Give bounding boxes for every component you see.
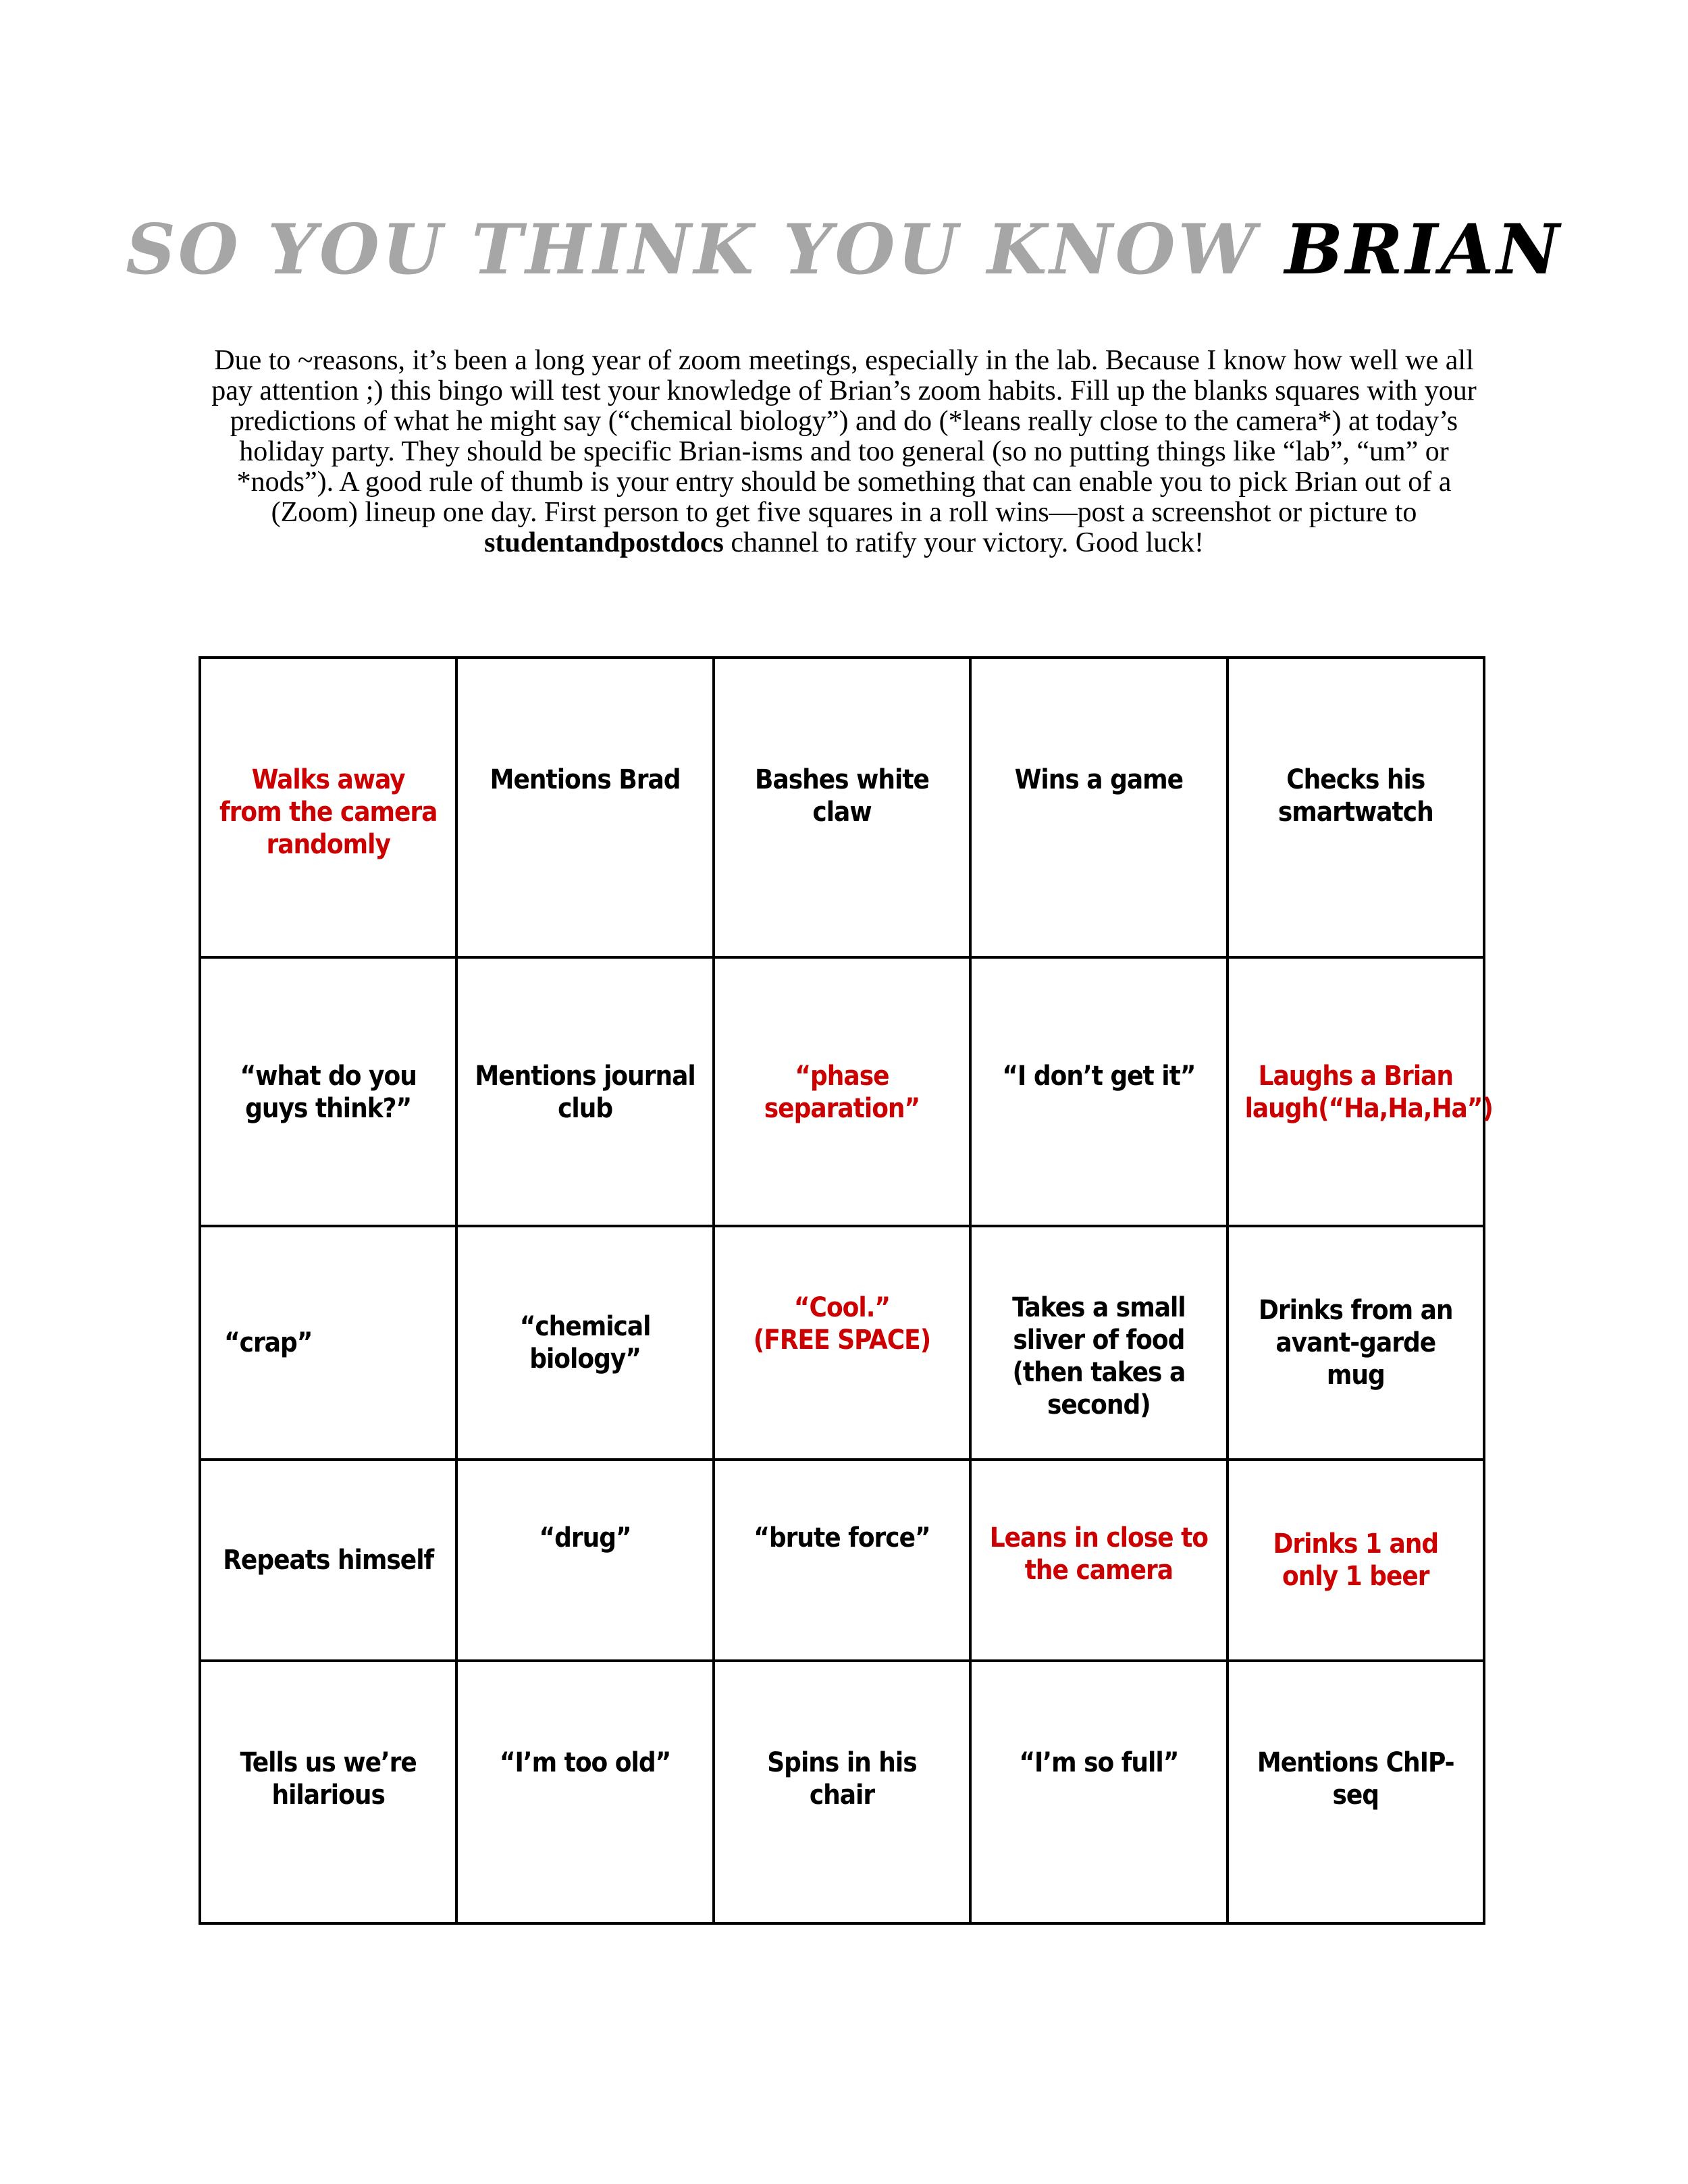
bingo-cell-r3c1[interactable]: “crap” xyxy=(200,1226,456,1460)
bingo-row-4 xyxy=(200,1460,1484,1661)
bingo-cell-r4c2[interactable]: “drug” xyxy=(456,1460,713,1661)
title-prefix: SO YOU THINK YOU KNOW xyxy=(126,209,1259,290)
bingo-cell-r2c3[interactable]: “phase separation” xyxy=(714,957,970,1226)
bingo-cell-r1c2[interactable]: Mentions Brad xyxy=(456,658,713,957)
bingo-cell-r3c3[interactable]: “Cool.” (FREE SPACE) xyxy=(714,1226,970,1460)
bingo-board xyxy=(199,656,1493,1925)
bingo-row-2 xyxy=(200,957,1484,1226)
title-name: BRIAN xyxy=(1284,209,1562,290)
bingo-cell-r4c1[interactable]: Repeats himself xyxy=(200,1460,456,1661)
intro-text-end: channel to ratify your victory. Good luck! xyxy=(731,527,1204,558)
bingo-row-1 xyxy=(200,658,1484,957)
bingo-cell-r2c5[interactable]: Laughs a Brian laugh(“Ha,Ha,Ha”) xyxy=(1228,957,1484,1226)
bingo-cell-r4c4[interactable]: Leans in close to the camera xyxy=(970,1460,1227,1661)
bingo-row-5 xyxy=(200,1661,1484,1923)
bingo-row-3 xyxy=(200,1226,1484,1460)
intro-text: Due to ~reasons, it’s been a long year of zoom meetings, especially in the lab. Because I know how well we all pay attention ;) this bingo will test your knowledge of Brian’s zoom habits. Fill up the blanks squares with your predictions of what he might say (“chemical biology”) and do (*leans really close to the camera*) at today’s holiday party. They should be specific Brian-isms and too general (so no putting things like “lab”, “um” or *nods”). A good rule of thumb is your entry should be something that can enable you to pick Brian out of a (Zoom) lineup one day. First person to get five squares in a roll wins—post a screenshot or picture to xyxy=(211,345,1477,528)
bingo-cell-r4c5[interactable]: Drinks 1 and only 1 beer xyxy=(1228,1460,1484,1661)
bingo-cell-r3c4[interactable]: Takes a small sliver of food (then takes a second) xyxy=(970,1226,1227,1460)
bingo-cell-r1c4[interactable]: Wins a game xyxy=(970,658,1227,957)
channel-name: studentandpostdocs xyxy=(484,527,724,558)
bingo-cell-r5c3[interactable]: Spins in his chair xyxy=(714,1661,970,1923)
bingo-cell-r1c5[interactable]: Checks his smartwatch xyxy=(1228,658,1484,957)
page-title xyxy=(0,203,1688,297)
bingo-cell-r5c5[interactable]: Mentions ChIP-seq xyxy=(1228,1661,1484,1923)
bingo-cell-r1c3[interactable]: Bashes white claw xyxy=(714,658,970,957)
bingo-cell-r5c2[interactable]: “I’m too old” xyxy=(456,1661,713,1923)
bingo-cell-r5c1[interactable]: Tells us we’re hilarious xyxy=(200,1661,456,1923)
bingo-cell-r5c4[interactable]: “I’m so full” xyxy=(970,1661,1227,1923)
bingo-cell-r3c2[interactable]: “chemical biology” xyxy=(456,1226,713,1460)
bingo-cell-r2c4[interactable]: “I don’t get it” xyxy=(970,957,1227,1226)
intro-paragraph xyxy=(196,346,1492,558)
bingo-cell-r2c2[interactable]: Mentions journal club xyxy=(456,957,713,1226)
bingo-cell-r1c1[interactable]: Walks away from the camera randomly xyxy=(200,658,456,957)
bingo-cell-r3c5[interactable]: Drinks from an avant-garde mug xyxy=(1228,1226,1484,1460)
bingo-cell-r4c3[interactable]: “brute force” xyxy=(714,1460,970,1661)
bingo-cell-r2c1[interactable]: “what do you guys think?” xyxy=(200,957,456,1226)
